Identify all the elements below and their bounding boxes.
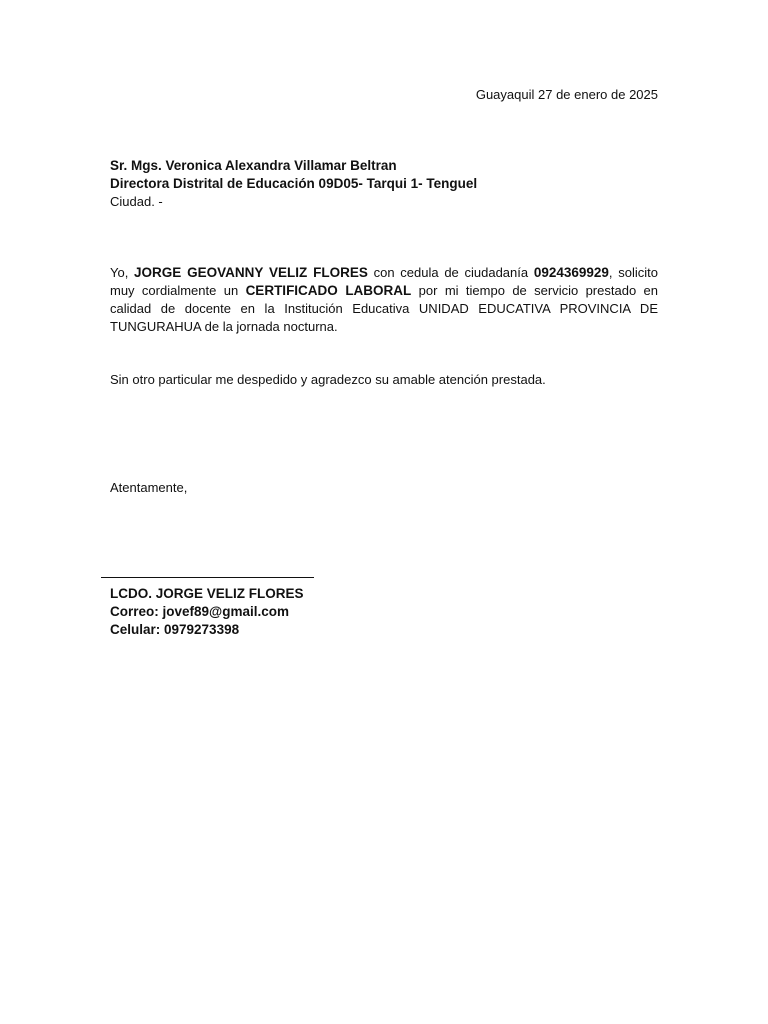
body-intro: Yo, bbox=[110, 265, 135, 280]
applicant-name: JORGE GEOVANNY VELIZ FLORES bbox=[134, 265, 368, 280]
body-detail: por mi tiempo de servicio prestado en calidad de docente en la Institución Educativa UNIDAD EDUCATIVA PROVINCIA DE TUNGURAHUA de la jornada nocturna. bbox=[110, 283, 658, 334]
certificate-type: CERTIFICADO LABORAL bbox=[245, 283, 412, 298]
recipient-name: Sr. Mgs. Veronica Alexandra Villamar Beltran bbox=[110, 158, 397, 173]
closing-paragraph: Sin otro particular me despedido y agradezco su amable atención prestada. bbox=[110, 372, 546, 387]
recipient-city: Ciudad. - bbox=[110, 194, 163, 209]
letter-date: Guayaquil 27 de enero de 2025 bbox=[475, 87, 658, 102]
body-id-label: con cedula de ciudadanía bbox=[367, 265, 534, 280]
recipient-block bbox=[110, 157, 477, 211]
signature-line bbox=[101, 577, 314, 578]
body-request: , solicito muy cordialmente un bbox=[110, 265, 658, 298]
signer-phone: Celular: 0979273398 bbox=[110, 622, 240, 637]
applicant-id: 0924369929 bbox=[533, 265, 609, 280]
signature-block bbox=[110, 585, 304, 639]
regards-text: Atentamente, bbox=[110, 480, 188, 495]
recipient-title: Directora Distrital de Educación 09D05- Tarqui 1- Tenguel bbox=[110, 176, 478, 191]
body-paragraph bbox=[110, 264, 658, 336]
signer-email: Correo: jovef89@gmail.com bbox=[110, 604, 289, 619]
signer-name: LCDO. JORGE VELIZ FLORES bbox=[110, 586, 304, 601]
